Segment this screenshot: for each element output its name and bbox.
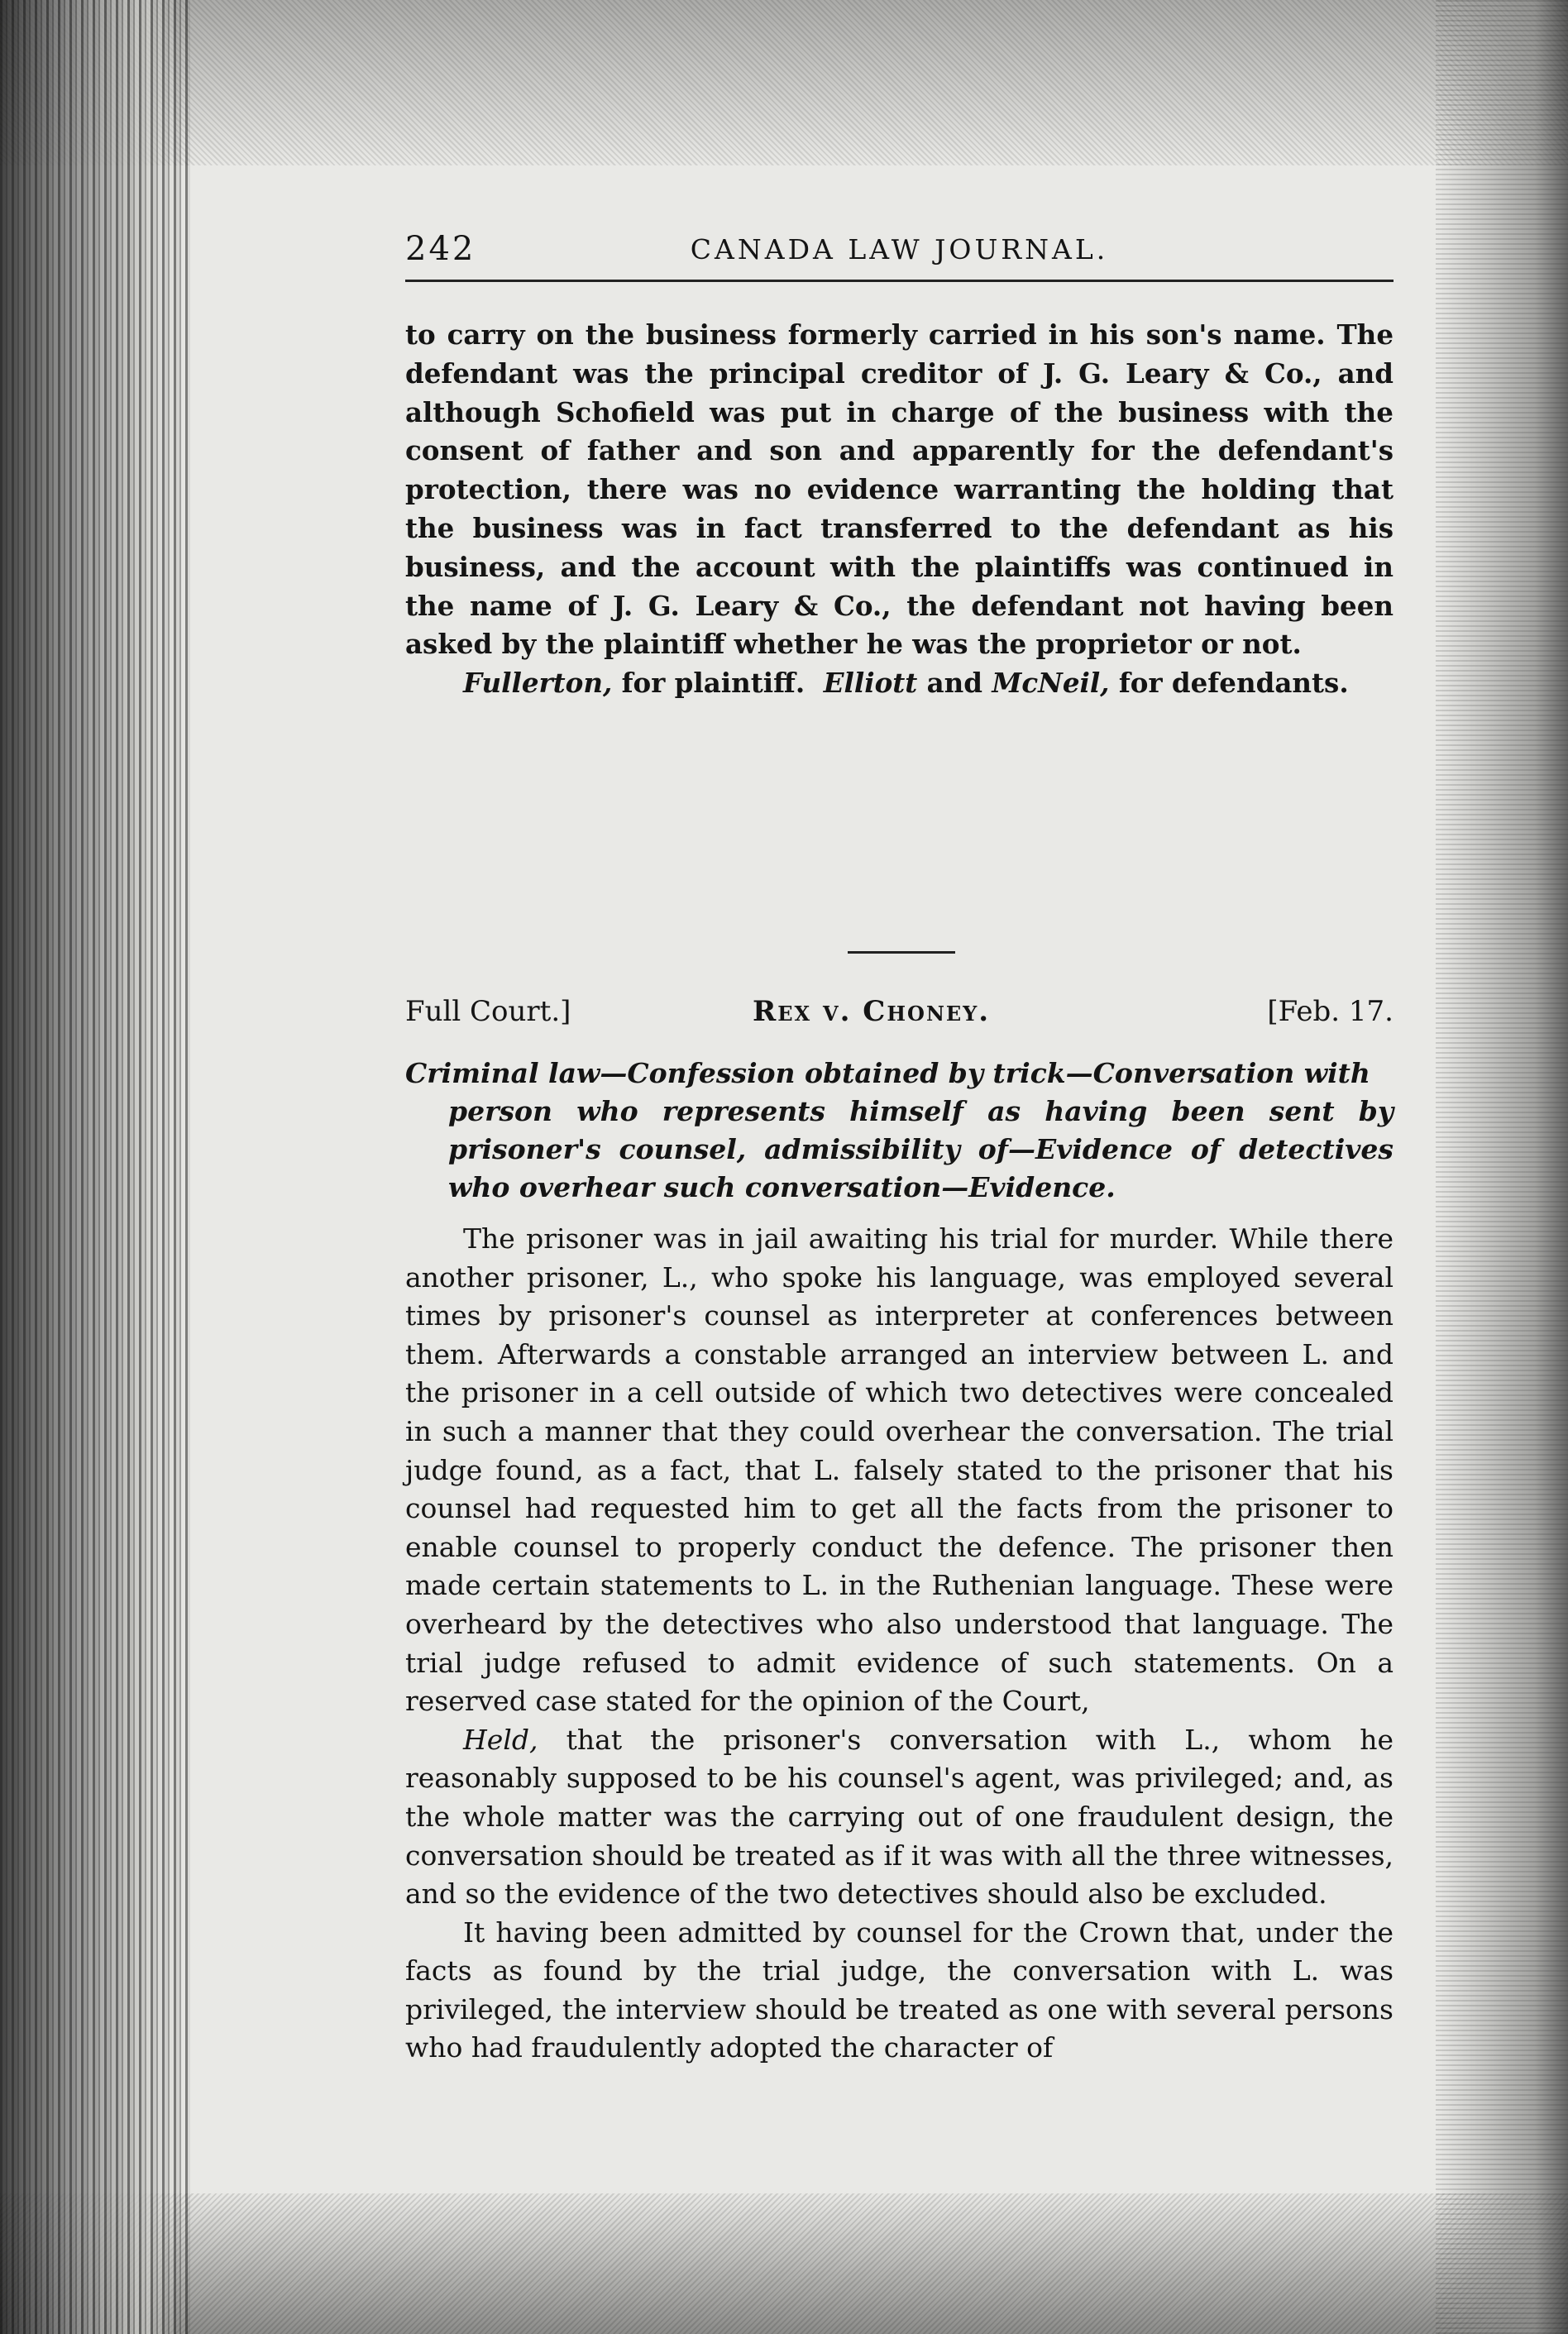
- scan-border-bottom: [0, 2193, 1568, 2334]
- case-court: Full Court.]: [405, 995, 571, 1028]
- crown-admission-paragraph: It having been admitted by counsel for the Crown that, under the facts as found by the trial judge, the conversation with L. was privileged, the interview should be treated as one with several persons who had fraudulently adopted the character of: [405, 1916, 1394, 2064]
- counsel-defendants-and: and: [917, 667, 992, 700]
- continuation-paragraph: to carry on the business formerly carried in his son's name. The defendant was the principal creditor of J. G. Leary & Co., and although Schofield was put in charge of the business with the consent of father and son and apparently for the defendant's protection, there was no evidence warranting the holding that the business was in fact transferred to the defendant as his business, and the account with the plaintiffs was continued in the name of J. G. Leary & Co., the defendant not having been asked by the plaintiff whether he was the proprietor or not.: [405, 318, 1394, 661]
- case-date: [Feb. 17.: [1267, 995, 1394, 1028]
- held-paragraph: [405, 1721, 1394, 1914]
- held-text: that the prisoner's conversation with L., whom he reasonably supposed to be his counsel's agent, was privileged; and, as the whole matter was the carrying out of one fraudulent design, the conversation should be treated as if it was with all the three witnesses, and so the evidence of the two detectives should also be excluded.: [405, 1723, 1394, 1911]
- headnote-first-line: Criminal law—Confession obtained by trick—Conversation with: [405, 1057, 1370, 1089]
- counsel-line: [405, 664, 1394, 703]
- counsel-plaintiff-name: Fullerton,: [463, 667, 613, 700]
- page-number: 242: [405, 230, 476, 268]
- counsel-plaintiff-role: for plaintiff.: [612, 667, 806, 700]
- counsel-defendants-role: for defendants.: [1109, 667, 1349, 700]
- counsel-defendants-name2: McNeil,: [992, 667, 1110, 700]
- case-heading: [405, 995, 1394, 1036]
- scan-border-right: [1436, 0, 1568, 2334]
- scan-border-left: [0, 0, 190, 2334]
- section-divider: [848, 951, 955, 954]
- case-body: [405, 1220, 1394, 2068]
- headnote: [405, 1055, 1394, 1207]
- journal-page: [405, 215, 1394, 2064]
- journal-title: CANADA LAW JOURNAL.: [690, 233, 1109, 265]
- held-label: Held,: [463, 1723, 538, 1756]
- continuation-block: [405, 316, 1394, 703]
- counsel-defendants-name1: Elliott: [823, 667, 918, 700]
- facts-paragraph: The prisoner was in jail awaiting his trial for murder. While there another prisoner, L., who spoke his language, was employed several times by prisoner's counsel as interpreter at conferences between them. Afterwards a constable arranged an interview between L. and the prisoner in a cell outside of which two detectives were concealed in such a manner that they could overhear the conversation. The trial judge found, as a fact, that L. falsely stated to the prisoner that his counsel had requested him to get all the facts from the prisoner to enable counsel to properly conduct the defence. The prisoner then made certain statements to L. in the Ruthenian language. These were overheard by the detectives who also understood that language. The trial judge refused to admit evidence of such statements. On a reserved case stated for the opinion of the Court,: [405, 1222, 1394, 1718]
- case-name: Rex v. Choney.: [753, 995, 991, 1028]
- running-head: [405, 215, 1394, 268]
- scan-border-top: [0, 0, 1568, 165]
- header-rule: [405, 280, 1394, 282]
- headnote-rest: person who represents himself as having been sent by prisoner's counsel, admissibility of—Evidence of detectives who overhear such conversation—Evidence.: [448, 1095, 1394, 1203]
